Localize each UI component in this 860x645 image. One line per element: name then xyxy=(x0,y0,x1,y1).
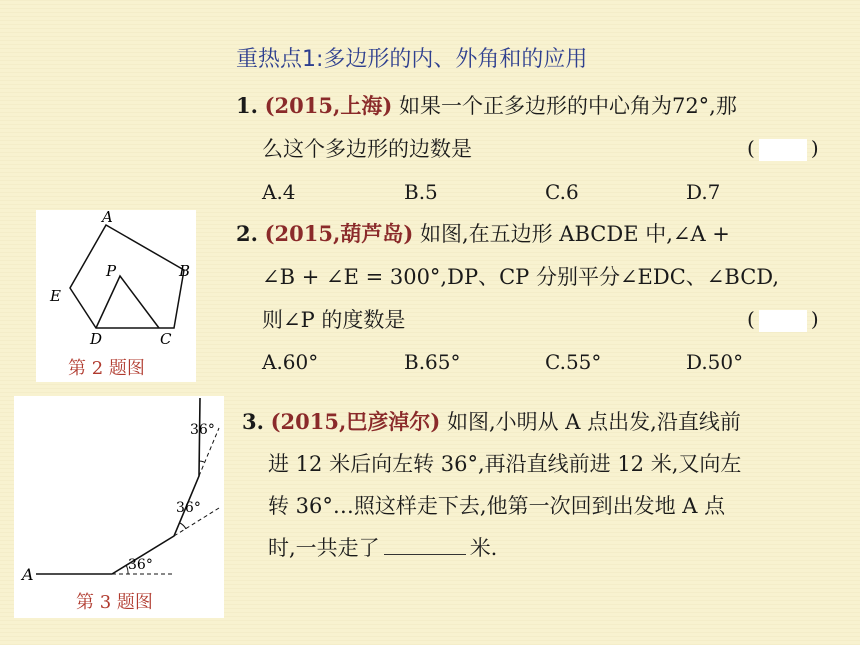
q3-text-line4-before: 时,一共走了 xyxy=(268,536,380,560)
figure-3-caption: 第 3 题图 xyxy=(76,592,153,613)
q1-answer-blank[interactable] xyxy=(759,139,807,161)
q2-option-d: D.50° xyxy=(686,350,744,374)
label-e: E xyxy=(50,287,61,305)
q2-source: (2015,葫芦岛) xyxy=(264,221,414,246)
q1-option-b: B.5 xyxy=(404,180,438,204)
q1-number: 1. xyxy=(236,93,258,118)
bisectors-dp-cp xyxy=(96,276,159,328)
q2-option-b: B.65° xyxy=(404,350,461,374)
label-a: A xyxy=(102,210,113,226)
q3-text-line1: 如图,小明从 A 点出发,沿直线前 xyxy=(446,410,741,434)
q1-answer-bracket: ( ) xyxy=(747,136,819,160)
figure-2 xyxy=(36,210,196,382)
label-a-start: A xyxy=(22,565,34,584)
q1-text-line2: 么这个多边形的边数是 xyxy=(262,137,472,161)
q1-option-c: C.6 xyxy=(545,180,579,204)
q1-source: (2015,上海) xyxy=(264,93,393,118)
q2-number: 2. xyxy=(236,221,258,246)
pentagon-diagram xyxy=(36,210,196,382)
label-d: D xyxy=(90,330,103,348)
q1-option-a: A.4 xyxy=(262,180,296,204)
q3-text-line3: 转 36°…照这样走下去,他第一次回到出发地 A 点 xyxy=(268,494,726,518)
q2-answer-blank[interactable] xyxy=(759,310,807,332)
q2-option-c: C.55° xyxy=(545,350,602,374)
label-b: B xyxy=(179,262,191,280)
q2-answer-bracket: ( ) xyxy=(747,307,819,331)
angle-label-2: 36° xyxy=(176,500,201,516)
q3-text-line2: 进 12 米后向左转 36°,再沿直线前进 12 米,又向左 xyxy=(268,452,742,476)
q1-line1 xyxy=(236,92,737,120)
walking-path xyxy=(36,398,200,574)
q2-text-line3: 则∠P 的度数是 xyxy=(262,308,406,332)
figure-3 xyxy=(14,396,224,618)
section-heading: 重热点1:多边形的内、外角和的应用 xyxy=(236,47,588,72)
angle-label-3: 36° xyxy=(190,422,215,438)
q3-text-line4-after: 米. xyxy=(469,536,498,560)
angle-label-1: 36° xyxy=(128,557,153,573)
pentagon-abcde xyxy=(70,225,184,328)
figure-2-caption: 第 2 题图 xyxy=(68,358,145,379)
q3-line4 xyxy=(268,534,497,562)
q2-text-line2: ∠B + ∠E = 300°,DP、CP 分别平分∠EDC、∠BCD, xyxy=(262,265,780,289)
q3-line1 xyxy=(242,408,741,436)
label-c: C xyxy=(160,330,172,348)
q2-line1 xyxy=(236,220,730,248)
q3-source: (2015,巴彦淖尔) xyxy=(270,409,441,434)
walking-path-diagram xyxy=(14,396,224,618)
q3-answer-blank[interactable] xyxy=(384,534,466,555)
q1-text-line1: 如果一个正多边形的中心角为72°,那 xyxy=(398,94,737,118)
q2-text-line1: 如图,在五边形 ABCDE 中,∠A + xyxy=(419,222,730,246)
q1-option-d: D.7 xyxy=(686,180,721,204)
q2-option-a: A.60° xyxy=(262,350,319,374)
label-p: P xyxy=(106,262,117,280)
q3-number: 3. xyxy=(242,409,264,434)
angle-arc-2 xyxy=(180,523,186,529)
